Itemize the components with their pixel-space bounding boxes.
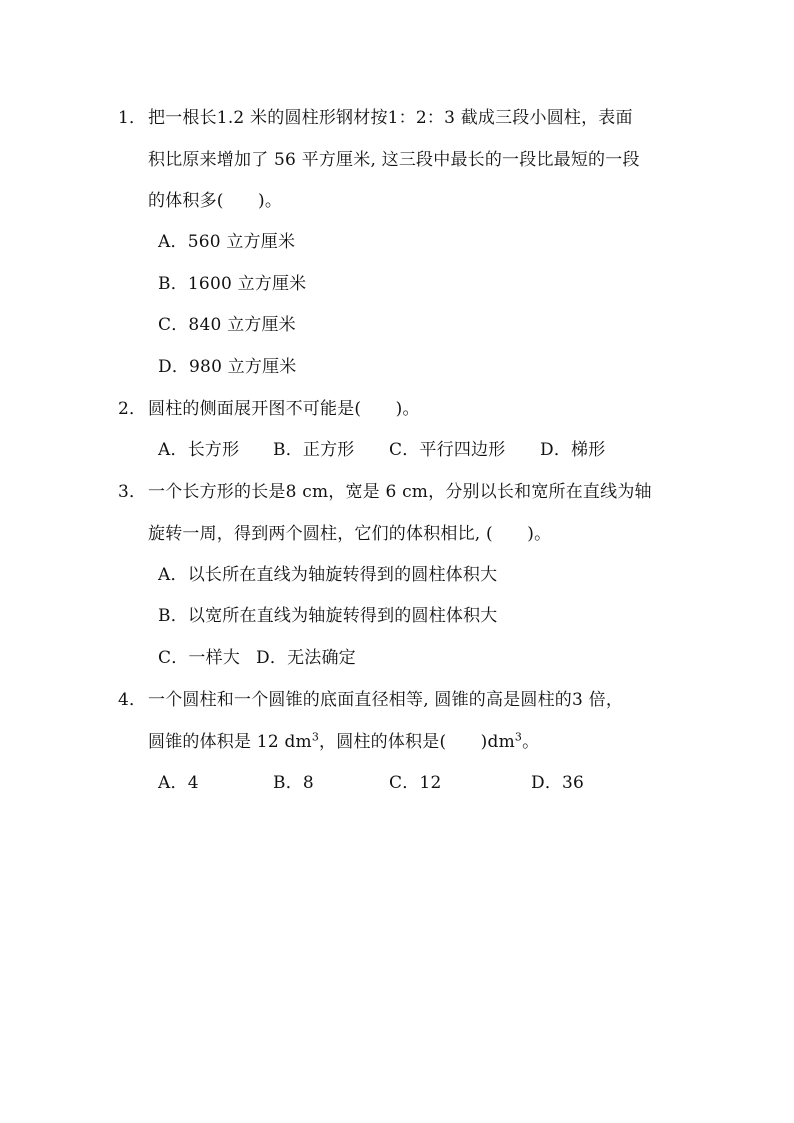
question-2-option-c: C．平行四边形 <box>389 440 506 460</box>
question-1-line-3: 的体积多( )。 <box>148 191 283 211</box>
question-1-option-c: C．840 立方厘米 <box>158 315 296 335</box>
question-3-line-2: 旋转一周，得到两个圆柱，它们的体积相比, ( )。 <box>148 524 552 544</box>
question-1-line-1: 1． 把一根长1.2 米的圆柱形钢材按1：2：3 截成三段小圆柱，表面 <box>118 108 633 128</box>
question-3-option-a: A．以长所在直线为轴旋转得到的圆柱体积大 <box>158 565 498 585</box>
question-4-line-1: 4． 一个圆柱和一个圆锥的底面直径相等, 圆锥的高是圆柱的3 倍， <box>118 690 624 710</box>
question-3-option-c: C．一样大 <box>158 648 241 668</box>
question-1-line-2: 积比原来增加了 56 平方厘米, 这三段中最长的一段比最短的一段 <box>148 150 640 170</box>
question-number: 4． <box>118 690 147 710</box>
question-2-option-b: B．正方形 <box>273 440 355 460</box>
question-3-options-cd <box>158 646 356 670</box>
question-4-option-b: B．8 <box>273 773 314 793</box>
question-2-option-a: A．长方形 <box>158 440 240 460</box>
question-4-line-2: 圆锥的体积是 12 $dm^3$，圆柱的体积是( )$dm^3$。 <box>148 730 540 752</box>
question-3-option-b: B．以宽所在直线为轴旋转得到的圆柱体积大 <box>158 606 498 626</box>
question-3-option-d: D．无法确定 <box>256 648 356 668</box>
question-2-line-1: 2． 圆柱的侧面展开图不可能是( )。 <box>118 399 420 419</box>
question-number: 1． <box>118 108 147 128</box>
question-1-option-a: A．560 立方厘米 <box>158 232 296 252</box>
question-number: 2． <box>118 399 147 419</box>
question-1-option-b: B．1600 立方厘米 <box>158 274 307 294</box>
question-number: 3． <box>118 482 147 502</box>
question-3-line-1: 3． 一个长方形的长是8 cm，宽是 6 cm，分别以长和宽所在直线为轴 <box>118 482 652 502</box>
question-4-option-d: D．36 <box>531 773 585 793</box>
question-4-option-a: A．4 <box>158 773 199 793</box>
question-1-option-d: D．980 立方厘米 <box>158 357 297 377</box>
question-2-option-d: D．梯形 <box>540 440 606 460</box>
question-4-option-c: C．12 <box>389 773 442 793</box>
